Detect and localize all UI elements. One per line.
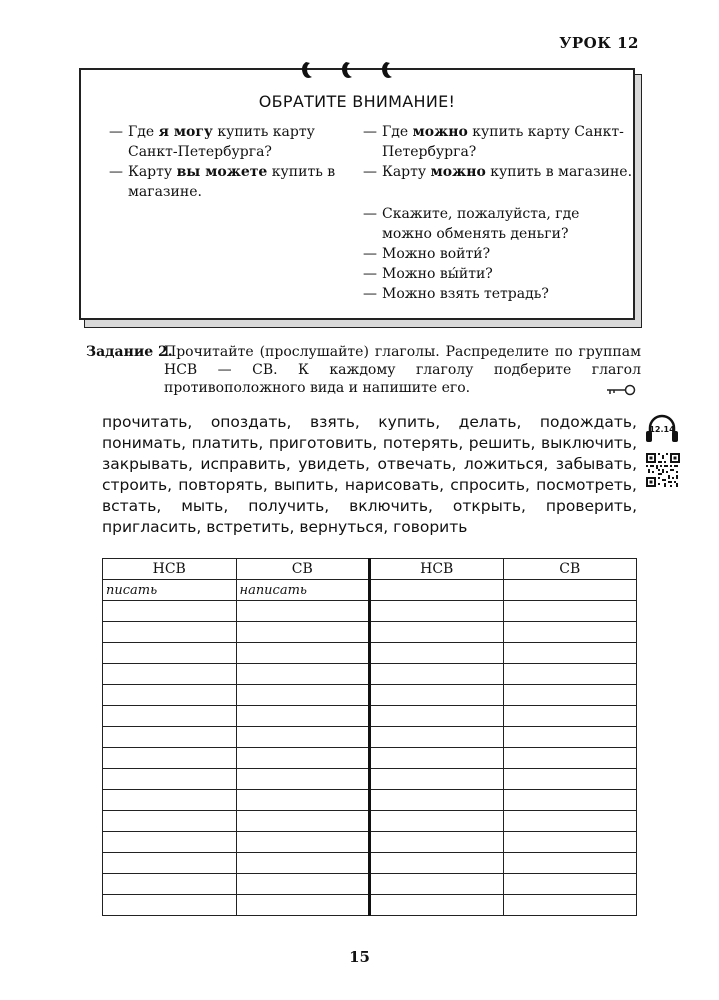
table-cell[interactable]	[503, 853, 637, 874]
dash-mark: —	[363, 246, 377, 262]
table-cell[interactable]	[370, 643, 504, 664]
column-header-sv: СВ	[236, 559, 370, 580]
table-cell[interactable]	[236, 685, 370, 706]
table-cell[interactable]	[103, 727, 237, 748]
table-cell[interactable]	[370, 895, 504, 916]
dash-mark: —	[363, 206, 377, 222]
audio-track-number: 12.14	[649, 425, 675, 434]
table-row	[103, 643, 637, 664]
attention-phrase	[363, 162, 633, 182]
table-cell[interactable]	[503, 748, 637, 769]
phrase-emphasis: можно	[430, 164, 486, 180]
table-cell[interactable]	[236, 811, 370, 832]
table-row	[103, 790, 637, 811]
table-cell[interactable]	[103, 790, 237, 811]
table-row	[103, 832, 637, 853]
table-cell[interactable]	[370, 727, 504, 748]
table-cell[interactable]	[503, 706, 637, 727]
dash-mark: —	[363, 286, 377, 302]
attention-phrase	[363, 284, 633, 304]
phrase-text: Можно войти́?	[382, 246, 491, 262]
table-cell[interactable]	[103, 622, 237, 643]
table-row	[103, 853, 637, 874]
attention-phrase	[363, 264, 633, 284]
table-row	[103, 601, 637, 622]
phrase-text: Где	[382, 124, 413, 140]
table-row	[103, 769, 637, 790]
table-cell[interactable]	[103, 706, 237, 727]
table-cell[interactable]	[103, 853, 237, 874]
table-cell[interactable]	[503, 874, 637, 895]
table-cell[interactable]	[236, 853, 370, 874]
table-row	[103, 685, 637, 706]
table-cell[interactable]	[103, 748, 237, 769]
table-cell[interactable]	[103, 685, 237, 706]
table-cell[interactable]	[236, 727, 370, 748]
phrase-text: Скажите, пожалуйста, где можно обменять деньги?	[382, 206, 580, 242]
table-cell[interactable]	[370, 748, 504, 769]
table-row	[103, 664, 637, 685]
table-cell[interactable]	[503, 643, 637, 664]
table-cell[interactable]	[236, 664, 370, 685]
column-header-nsv: НСВ	[103, 559, 237, 580]
table-cell[interactable]	[103, 769, 237, 790]
verb-aspect-table	[102, 558, 637, 916]
table-cell[interactable]	[103, 601, 237, 622]
attention-phrase	[109, 162, 349, 202]
table-row	[103, 874, 637, 895]
column-header-nsv: НСВ	[370, 559, 504, 580]
binder-rings-icon	[300, 60, 410, 82]
table-cell[interactable]	[503, 664, 637, 685]
table-cell[interactable]	[503, 790, 637, 811]
table-cell[interactable]	[503, 622, 637, 643]
table-header-row	[103, 559, 637, 580]
table-cell[interactable]	[503, 727, 637, 748]
table-cell[interactable]	[503, 895, 637, 916]
key-icon	[605, 383, 637, 397]
table-cell[interactable]	[236, 622, 370, 643]
table-cell[interactable]: написать	[236, 580, 370, 601]
phrase-emphasis: вы можете	[176, 164, 268, 180]
dash-mark: —	[109, 124, 123, 140]
table-cell[interactable]	[236, 874, 370, 895]
table-cell[interactable]	[370, 832, 504, 853]
table-cell[interactable]	[503, 601, 637, 622]
phrase-text: Можно вы́йти?	[382, 266, 493, 282]
column-header-sv: СВ	[503, 559, 637, 580]
table-cell[interactable]	[236, 895, 370, 916]
phrase-text: купить карту Санкт-Петербурга?	[128, 124, 320, 160]
dash-mark: —	[109, 164, 123, 180]
table-cell[interactable]	[236, 601, 370, 622]
phrase-text: Карту	[382, 164, 431, 180]
phrase-text: Карту	[128, 164, 177, 180]
table-cell[interactable]	[103, 895, 237, 916]
table-cell[interactable]	[370, 622, 504, 643]
table-cell[interactable]	[370, 685, 504, 706]
table-cell[interactable]	[370, 811, 504, 832]
table-row	[103, 706, 637, 727]
dash-mark: —	[363, 266, 377, 282]
task-instructions: Прочитайте (прослушайте) глаголы. Распределите по группам НСВ — СВ. К каждому глаголу подберите глагол противоположного вида и напишите его.	[164, 344, 641, 396]
table-cell[interactable]	[103, 874, 237, 895]
task-2	[86, 343, 641, 397]
table-cell[interactable]	[236, 706, 370, 727]
phrase-text: купить в магазине.	[128, 164, 340, 200]
phrase-text: Где	[128, 124, 159, 140]
table-cell[interactable]	[103, 643, 237, 664]
table-cell[interactable]	[236, 790, 370, 811]
attention-phrase	[109, 122, 349, 162]
verbs-list: прочитать, опоздать, взять, купить, делать, подождать, понимать, платить, приготовить, потерять, решить, выключить, закрывать, исправить, увидеть, отвечать, ложиться, забывать, строить, повторять, выпить, нарисовать, спросить, посмотреть, встать, мыть, получить, включить, открыть, проверить, пригласить, встретить, вернуться, говорить	[102, 413, 637, 536]
table-cell[interactable]	[370, 874, 504, 895]
table-cell[interactable]	[236, 832, 370, 853]
qr-code-icon[interactable]	[645, 452, 681, 488]
table-row	[103, 811, 637, 832]
lesson-title: УРОК 12	[559, 34, 639, 52]
phrase-text: купить в магазине.	[485, 164, 633, 180]
attention-box	[79, 68, 635, 320]
task-label: Задание 2.	[86, 344, 173, 360]
table-cell[interactable]	[103, 832, 237, 853]
phrase-text: купить карту Санкт-Петербурга?	[382, 124, 624, 160]
table-cell[interactable]: писать	[103, 580, 237, 601]
headphones-icon[interactable]	[645, 414, 679, 444]
page-number: 15	[349, 948, 370, 966]
table-cell[interactable]	[370, 853, 504, 874]
table-row	[103, 727, 637, 748]
table-cell[interactable]	[236, 643, 370, 664]
dash-mark: —	[363, 164, 377, 180]
table-cell[interactable]	[370, 580, 504, 601]
table-cell[interactable]	[103, 664, 237, 685]
table-cell[interactable]	[370, 664, 504, 685]
table-cell[interactable]	[370, 790, 504, 811]
table-row	[103, 622, 637, 643]
table-cell[interactable]	[503, 811, 637, 832]
attention-right-column	[363, 122, 633, 304]
table-cell[interactable]	[503, 685, 637, 706]
table-cell[interactable]	[503, 832, 637, 853]
phrase-emphasis: я могу	[158, 124, 213, 140]
table-row	[103, 895, 637, 916]
table-cell[interactable]	[503, 769, 637, 790]
table-cell[interactable]	[103, 811, 237, 832]
attention-phrase	[363, 244, 633, 264]
phrase-text: Можно взять тетрадь?	[382, 286, 549, 302]
attention-left-column	[109, 122, 349, 202]
attention-phrase	[363, 204, 633, 244]
phrase-emphasis: можно	[412, 124, 468, 140]
dash-mark: —	[363, 124, 377, 140]
table-row-example	[103, 580, 637, 601]
table-cell[interactable]	[236, 748, 370, 769]
table-cell[interactable]	[370, 769, 504, 790]
attention-title: ОБРАТИТЕ ВНИМАНИЕ!	[258, 92, 456, 111]
attention-phrase	[363, 122, 633, 162]
table-cell[interactable]	[503, 580, 637, 601]
table-row	[103, 748, 637, 769]
table-cell[interactable]	[370, 706, 504, 727]
table-cell[interactable]	[370, 601, 504, 622]
table-cell[interactable]	[236, 769, 370, 790]
